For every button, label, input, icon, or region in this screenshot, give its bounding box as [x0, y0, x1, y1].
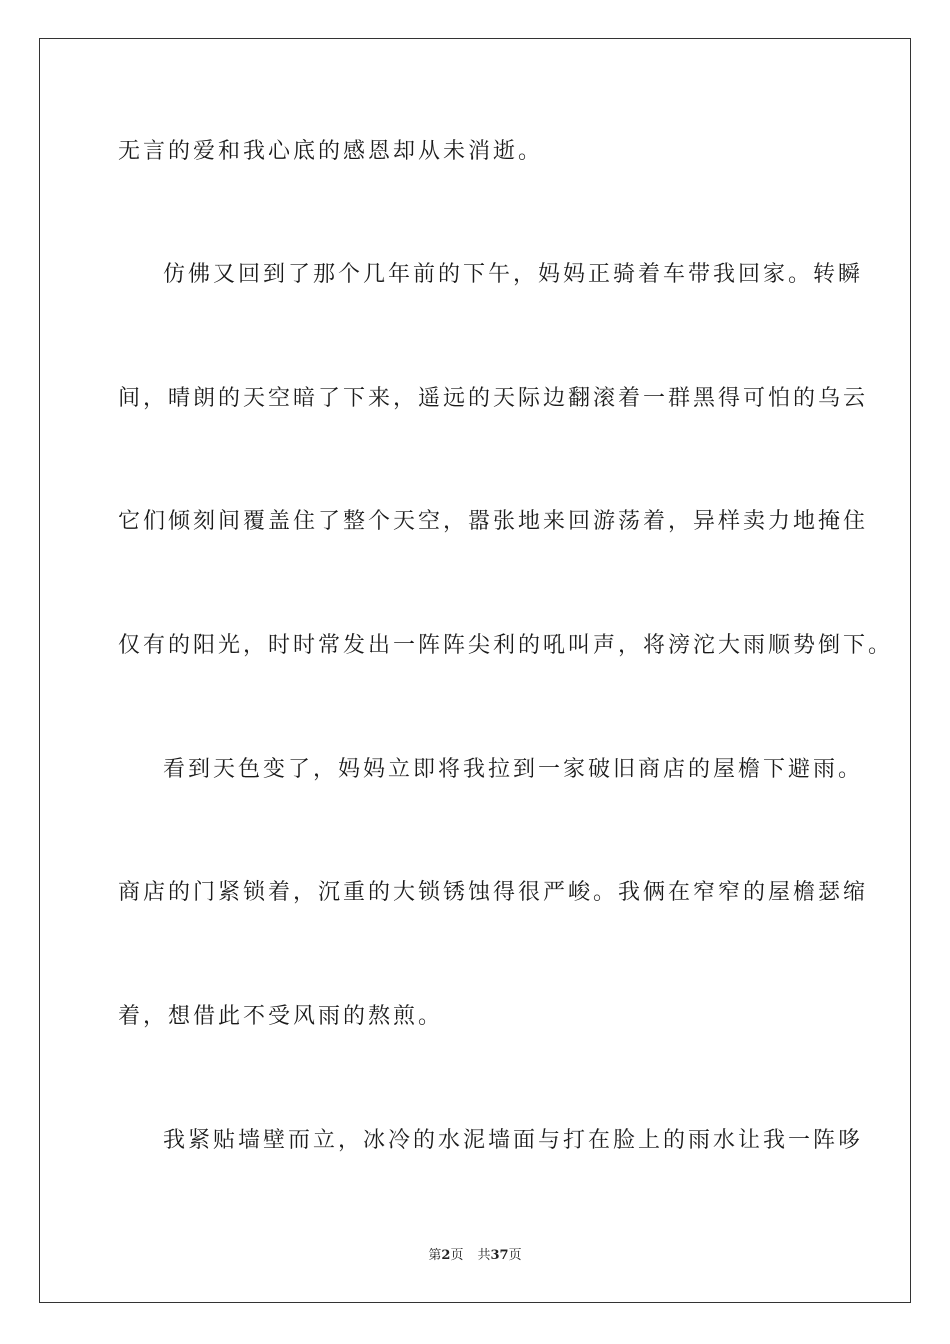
page-footer: [0, 1247, 950, 1265]
footer-total-pages: 37: [490, 1248, 509, 1263]
body-line-7: 商店的门紧锁着，沉重的大锁锈蚀得很严峻。我俩在窄窄的屋檐瑟缩: [118, 880, 869, 905]
footer-page-suffix: 页: [450, 1248, 464, 1263]
body-line-6: 看到天色变了，妈妈立即将我拉到一家破旧商店的屋檐下避雨。: [163, 757, 864, 782]
body-line-9: 我紧贴墙壁而立，冰冷的水泥墙面与打在脸上的雨水让我一阵哆: [163, 1128, 864, 1153]
body-line-2: 仿佛又回到了那个几年前的下午，妈妈正骑着车带我回家。转瞬: [163, 262, 864, 287]
page-border: [39, 38, 911, 1303]
footer-total-suffix: 页: [508, 1248, 522, 1263]
body-line-1: 无言的爱和我心底的感恩却从未消逝。: [118, 139, 544, 164]
footer-total-prefix: 共: [477, 1248, 491, 1263]
footer-page-number: 2: [441, 1248, 451, 1263]
footer-page-prefix: 第: [428, 1248, 442, 1263]
body-line-3: 间，晴朗的天空暗了下来，遥远的天际边翻滚着一群黑得可怕的乌云: [118, 386, 869, 411]
body-line-5: 仅有的阳光，时时常发出一阵阵尖利的吼叫声，将滂沱大雨顺势倒下。: [118, 633, 894, 658]
body-line-4: 它们倾刻间覆盖住了整个天空，嚣张地来回游荡着，异样卖力地掩住: [118, 509, 869, 534]
body-line-8: 着，想借此不受风雨的熬煎。: [118, 1004, 444, 1029]
